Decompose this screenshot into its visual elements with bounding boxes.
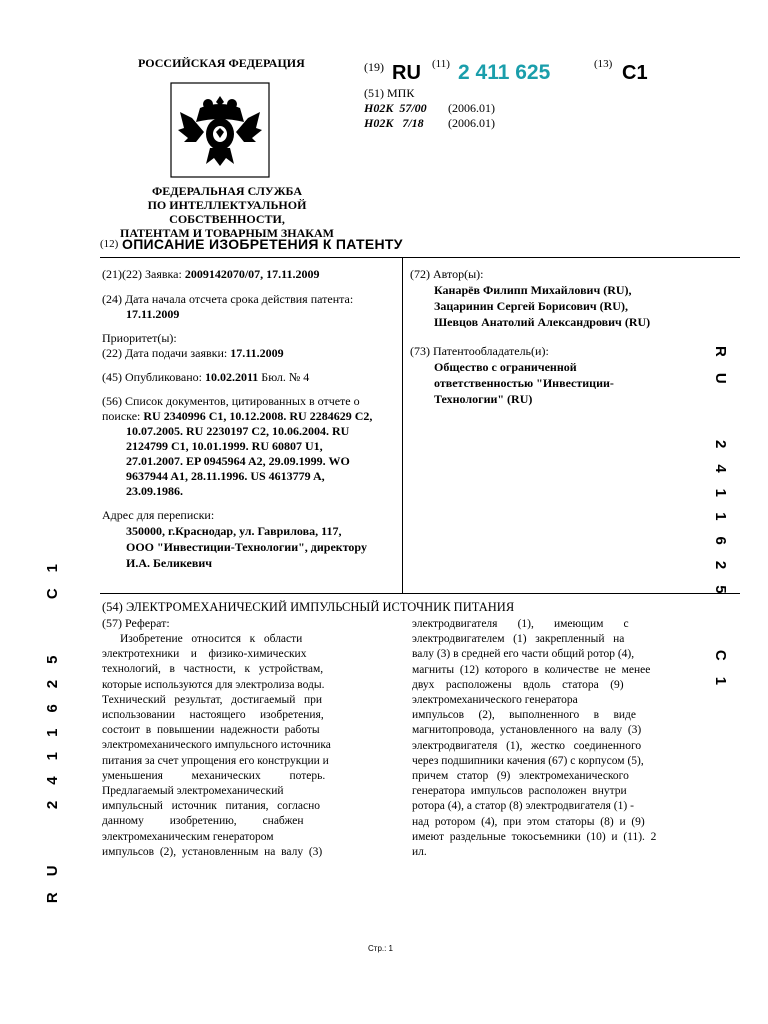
owner-label: (73) Патентообладатель(и): — [410, 344, 549, 358]
kind-code: C1 — [622, 62, 648, 84]
country-code: RU — [392, 62, 421, 84]
bulletin: Бюл. № 4 — [261, 370, 310, 384]
ipc-code: H02K 7/18 — [364, 116, 424, 130]
agency-line: ПАТЕНТАМ И ТОВАРНЫМ ЗНАКАМ — [120, 226, 334, 240]
abstract-line: электродвигателя (1), имеющим с — [412, 618, 629, 630]
abstract-line: электромеханического генератора — [412, 694, 578, 707]
application-label: (21)(22) Заявка: — [102, 267, 182, 281]
side-patent-number-right: RU 2411625 C1 — [712, 346, 729, 702]
patent-number: 2 411 625 — [458, 61, 551, 84]
right-biblio — [410, 267, 710, 407]
address-label: Адрес для переписки: — [102, 508, 215, 522]
abstract-line: импульсов (2), выполненного в виде — [412, 709, 636, 722]
abstract-line: имеют раздельные токосъемники (10) и (11). 2 — [412, 830, 657, 843]
abstract-line: электромеханического импульсного источника — [102, 739, 331, 752]
abstract-line: причем статор (9) электромеханического — [412, 770, 629, 783]
abstract-line: двух расположены вдоль статора (9) — [412, 678, 624, 691]
cited-line: RU 2340996 C1, 10.12.2008. RU 2284629 C2, — [143, 409, 373, 423]
ipc-entry — [364, 101, 495, 116]
abstract-line: Технический результат, достигаемый при — [102, 693, 323, 706]
code-13: (13) — [594, 58, 613, 70]
abstract-line: электротехники и физико-химических — [102, 648, 307, 661]
cited-line: 10.07.2005. RU 2230197 C2, 10.06.2004. RU — [126, 424, 350, 438]
author: Зацаринин Сергей Борисович (RU), — [434, 299, 628, 313]
abstract-line: ротора (4), а статор (8) электродвигателя (1) - — [412, 800, 634, 813]
mpk-label: (51) МПК — [364, 86, 415, 100]
ipc-year: (2006.01) — [448, 116, 495, 130]
owner-line: Технологии" (RU) — [434, 392, 533, 406]
abstract-line: данному изобретению, снабжен — [102, 815, 304, 828]
bottom-divider — [100, 593, 740, 594]
agency-line: ПО ИНТЕЛЛЕКТУАЛЬНОЙ СОБСТВЕННОСТИ, — [147, 198, 307, 226]
address-line: 350000, г.Краснодар, ул. Гаврилова, 117, — [126, 524, 342, 538]
author: Канарёв Филипп Михайлович (RU), — [434, 283, 632, 297]
agency-line: ФЕДЕРАЛЬНАЯ СЛУЖБА — [152, 184, 302, 198]
cited-line: 27.01.2007. EP 0945964 A2, 29.09.1999. WO — [126, 454, 350, 468]
abstract-line: состоит в повышении надежности работы — [102, 724, 320, 737]
doc-title: ОПИСАНИЕ ИЗОБРЕТЕНИЯ К ПАТЕНТУ — [122, 236, 403, 252]
filing-value: 17.11.2009 — [230, 346, 284, 360]
invention-title: (54) ЭЛЕКТРОМЕХАНИЧЕСКИЙ ИМПУЛЬСНЫЙ ИСТОЧНИК ПИТАНИЯ — [102, 600, 515, 614]
agency-name — [92, 184, 362, 240]
abstract-line: магнитопровода, установленного на валу (3) — [412, 724, 642, 737]
abstract-line: использовании настоящего изобретения, — [102, 709, 324, 722]
country-name: РОССИЙСКАЯ ФЕДЕРАЦИЯ — [138, 56, 305, 70]
coat-of-arms-emblem — [170, 82, 270, 178]
address-line: И.А. Беликевич — [126, 556, 213, 570]
address-block — [102, 523, 398, 571]
abstract-line: электродвигателя (1), жестко соединенного — [412, 739, 642, 752]
ipc-year: (2006.01) — [448, 101, 495, 115]
authors-label: (72) Автор(ы): — [410, 267, 484, 281]
abstract-line: электродвигателем (1) закрепленный на — [412, 633, 625, 646]
cited-line: 9637944 A1, 28.11.1996. US 4613779 A, — [126, 469, 325, 483]
owner-line: Общество с ограниченной — [434, 360, 577, 374]
ipc-entry — [364, 116, 495, 131]
doc-code: (12) — [100, 238, 119, 250]
authors-list — [410, 282, 710, 330]
cited-label: (56) Список документов, цитированных в отчете о — [102, 394, 360, 408]
start-date-value: 17.11.2009 — [126, 307, 180, 321]
published-date: 10.02.2011 — [204, 370, 259, 384]
abstract-line: магниты (12) которого в количестве не менее — [412, 663, 651, 676]
cited-list — [102, 424, 398, 499]
code-19: (19) — [364, 60, 384, 74]
abstract-line: над ротором (4), при этом статоры (8) и (9) — [412, 815, 645, 828]
start-date-label: (24) Дата начала отсчета срока действия патента: — [102, 292, 354, 306]
abstract-line: валу (3) в средней его части общий ротор (4), — [412, 648, 635, 661]
author: Шевцов Анатолий Александрович (RU) — [434, 315, 651, 329]
application-value: 2009142070/07, 17.11.2009 — [184, 267, 320, 281]
page-number: Стр.: 1 — [368, 944, 394, 953]
top-divider — [100, 257, 740, 258]
abstract-line: импульсов (2), установленным на валу (3) — [102, 845, 323, 858]
abstract-line: электромеханическим генератором — [102, 830, 274, 843]
abstract-line: импульсный источник питания, согласно — [102, 800, 320, 813]
owner-block — [410, 359, 710, 407]
abstract-line: через подшипники качения (67) с корпусом (5), — [412, 754, 644, 767]
abstract-line: питания за счет упрощения его конструкции и — [102, 754, 329, 767]
abstract-line: ил. — [412, 846, 427, 859]
owner-line: ответственностью "Инвестиции- — [434, 376, 614, 390]
abstract-line: технологий, в частности, к устройствам, — [102, 663, 324, 676]
published-label: (45) Опубликовано: — [102, 370, 202, 384]
abstract-line: уменьшения механических потерь. — [102, 769, 326, 782]
abstract-label: (57) Реферат: — [102, 616, 170, 630]
ipc-code: H02K 57/00 — [364, 101, 427, 115]
code-11: (11) — [432, 58, 450, 70]
filing-label: (22) Дата подачи заявки: — [102, 346, 228, 360]
cited-line: 2124799 C1, 10.01.1999. RU 60807 U1, — [126, 439, 323, 453]
cited-line: 23.09.1986. — [126, 484, 183, 498]
abstract-left-column — [102, 632, 376, 860]
column-divider — [402, 257, 403, 593]
abstract-line: Предлагаемый электромеханический — [102, 785, 284, 798]
side-patent-number-left: RU 2411625 C1 — [44, 548, 61, 904]
address-line: ООО "Инвестиции-Технологии", директору — [126, 540, 367, 554]
abstract-line: генератора импульсов расположен внутри — [412, 785, 627, 798]
left-biblio — [102, 267, 398, 571]
cited-label-2: поиске: — [102, 409, 141, 423]
abstract-right-column — [412, 617, 690, 860]
ipc-list — [364, 101, 495, 131]
priority-label: Приоритет(ы): — [102, 331, 177, 345]
abstract-line: Изобретение относится к области — [120, 633, 303, 645]
abstract-line: которые используются для электролиза воды. — [102, 678, 325, 691]
